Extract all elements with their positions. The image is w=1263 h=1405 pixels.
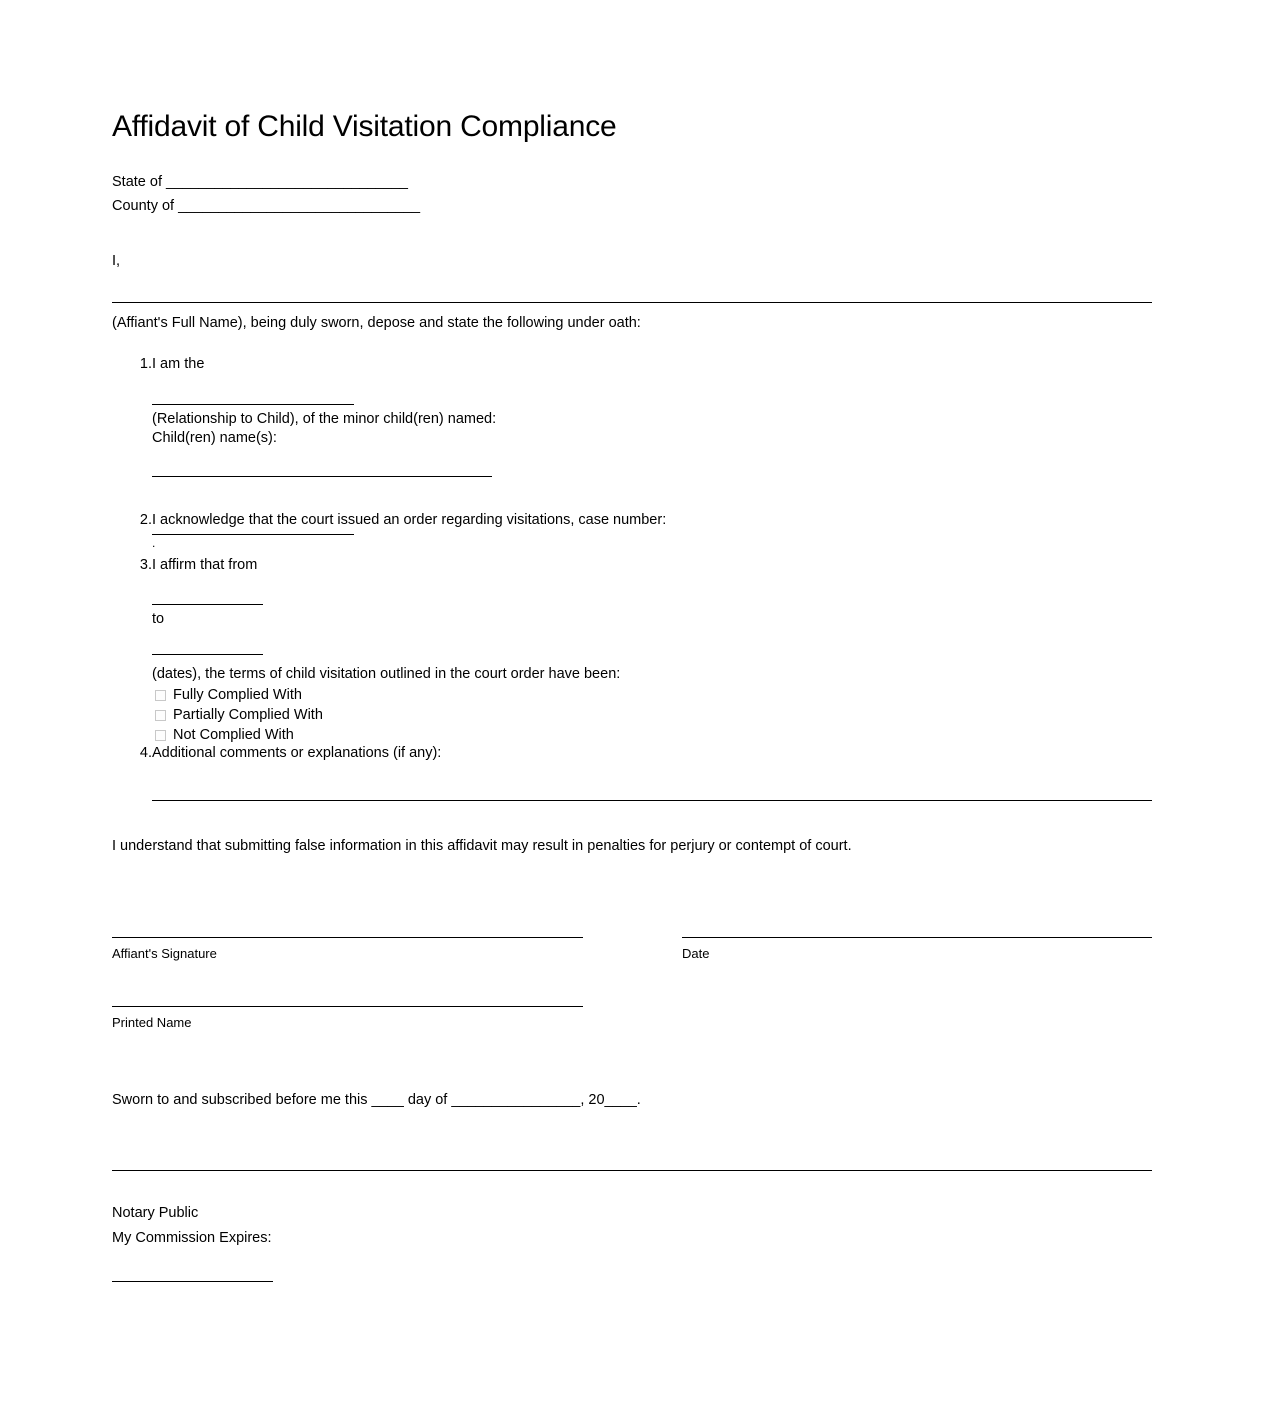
checkbox-icon[interactable]	[155, 710, 166, 721]
list-item-4-text: Additional comments or explanations (if any):	[152, 745, 442, 761]
list-item-1-text: I am the	[152, 356, 205, 372]
affiant-signature-rule[interactable]	[112, 937, 583, 938]
list-item-2-number: 2.	[139, 512, 152, 528]
case-number-terminator: .	[152, 536, 156, 550]
list-item-3-number: 3.	[139, 557, 152, 573]
sworn-statement: Sworn to and subscribed before me this ____ day of ________________, 20____.	[112, 1092, 641, 1108]
affiant-signature-label: Affiant's Signature	[112, 946, 217, 961]
printed-name-label: Printed Name	[112, 1015, 192, 1030]
option-not-complied-label: Not Complied With	[173, 727, 294, 743]
checkbox-icon[interactable]	[155, 730, 166, 741]
state-of-blank[interactable]: ______________________________	[166, 174, 408, 190]
date-rule[interactable]	[682, 937, 1152, 938]
date-to-blank-rule[interactable]	[152, 654, 263, 655]
option-partially-complied[interactable]	[155, 705, 323, 725]
county-of-blank[interactable]: ______________________________	[178, 198, 421, 214]
commission-expires-label: My Commission Expires:	[112, 1230, 272, 1246]
checkbox-icon[interactable]	[155, 690, 166, 701]
county-of-label: County of	[112, 198, 179, 214]
children-names-label: Child(ren) name(s):	[152, 430, 277, 446]
list-item-2-text: I acknowledge that the court issued an order regarding visitations, case number:	[152, 512, 667, 528]
option-partially-complied-label: Partially Complied With	[173, 707, 323, 723]
affiant-name-rule[interactable]	[112, 302, 1152, 303]
state-of-line	[112, 172, 408, 192]
list-item-3-text: I affirm that from	[152, 557, 258, 573]
list-item-4-number: 4.	[139, 745, 152, 761]
dates-caption: (dates), the terms of child visitation outlined in the court order have been:	[152, 666, 621, 682]
option-fully-complied[interactable]	[155, 685, 302, 705]
state-of-label: State of	[112, 174, 167, 190]
county-of-line	[112, 196, 420, 216]
relationship-blank-rule[interactable]	[152, 404, 354, 405]
commission-expires-rule[interactable]	[112, 1281, 273, 1282]
date-label: Date	[682, 946, 710, 961]
notary-public-label: Notary Public	[112, 1205, 199, 1221]
affiant-name-caption: (Affiant's Full Name), being duly sworn, depose and state the following under oath:	[112, 315, 641, 331]
list-item-1-number: 1.	[139, 356, 152, 372]
date-to-label: to	[152, 611, 165, 627]
notary-signature-rule[interactable]	[112, 1170, 1152, 1171]
option-fully-complied-label: Fully Complied With	[173, 687, 302, 703]
perjury-statement: I understand that submitting false information in this affidavit may result in penalties for perjury or contempt of court.	[112, 838, 852, 854]
printed-name-rule[interactable]	[112, 1006, 583, 1007]
i-line: I,	[112, 253, 121, 269]
additional-comments-rule[interactable]	[152, 800, 1152, 801]
case-number-blank-rule[interactable]	[152, 534, 354, 535]
children-names-blank-rule[interactable]	[152, 476, 492, 477]
date-from-blank-rule[interactable]	[152, 604, 263, 605]
page-title: Affidavit of Child Visitation Compliance	[112, 110, 617, 143]
option-not-complied[interactable]	[155, 725, 294, 745]
relationship-caption: (Relationship to Child), of the minor child(ren) named:	[152, 411, 497, 427]
